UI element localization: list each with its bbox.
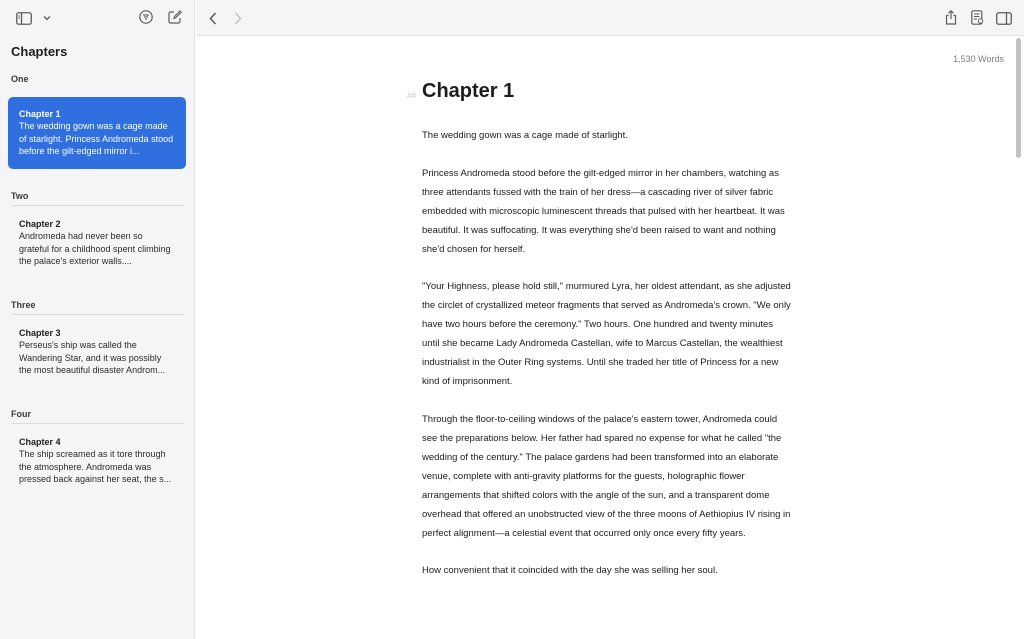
chapter-title: Chapter 3: [19, 328, 61, 338]
share-icon[interactable]: [942, 8, 960, 26]
section-divider: [11, 314, 184, 315]
paragraph[interactable]: How convenient that it coincided with the day she was selling her soul.: [422, 565, 718, 576]
chevron-down-icon[interactable]: [41, 11, 53, 25]
section-divider: [11, 423, 184, 424]
sidebar-title: Chapters: [11, 44, 68, 59]
paragraph[interactable]: "Your Highness, please hold still," murmured Lyra, her oldest attendant, as she adjusted the circlet of crystallized meteor fragments that served as Andromeda's crown. "We only have two hours before the ceremony." Two hours. One hundred and twenty minutes until she became Lady Andromeda Castellan, wife to Marcus Castellan, the wealthiest industrialist in the Outer Ring systems. Until she traded her title of Princess for a new kind of imprisonment.: [422, 281, 791, 387]
right-panel-icon[interactable]: [994, 9, 1014, 27]
chapter-snippet: The ship screamed as it tore through the atmosphere. Andromeda was pressed back against her seat, the s...: [19, 449, 172, 484]
section-label-one: One: [11, 74, 29, 84]
chapter-body[interactable]: [422, 126, 792, 599]
chapter-title: Chapter 4: [19, 437, 61, 447]
scrollbar[interactable]: [1015, 36, 1023, 639]
editor-pane[interactable]: [196, 36, 1024, 639]
section-label-two: Two: [11, 191, 29, 201]
chapter-heading[interactable]: Chapter 1: [422, 80, 515, 102]
compose-icon[interactable]: [166, 8, 184, 26]
chevron-right-icon[interactable]: [229, 9, 247, 27]
paragraph[interactable]: Through the floor-to-ceiling windows of the palace's eastern tower, Andromeda could see the preparations below. Her father had spared no expense for what he called "the wedding of the century." The palace gardens had been transformed into an elaborate venue, complete with anti-gravity platforms for the guests, holographic flower arrangements that shifted colors with the angle of the sun, and a transparent dome overhead that offered an unobstructed view of the three moons of Aethiopius IV rising in perfect alignment—a celestial event that occurred only once every fifty years.: [422, 413, 791, 539]
chapter-snippet: Andromeda had never been so grateful for a childhood spent climbing the palace's exterior walls....: [19, 231, 171, 266]
chapter-item-2[interactable]: [8, 207, 186, 279]
chapter-snippet: Perseus's ship was called the Wandering Star, and it was possibly the most beautiful disaster Androm...: [19, 340, 166, 375]
scrollbar-thumb[interactable]: [1016, 38, 1021, 158]
chapter-item-4[interactable]: [8, 425, 186, 497]
sidebar: [0, 0, 195, 639]
section-label-three: Three: [11, 300, 36, 310]
paragraph[interactable]: Princess Andromeda stood before the gilt-edged mirror in her chambers, watching as three attendants fussed with the train of her dress—a cascading river of silver fabric embedded with microscopic luminescent threads that pulsed with her heartbeat. It was beautiful. It was suffocating. It was everything she'd been raised to want and nothing she'd chosen for herself.: [422, 167, 785, 255]
section-divider: [11, 205, 184, 206]
chapter-title: Chapter 2: [19, 219, 61, 229]
paragraph[interactable]: The wedding gown was a cage made of starlight.: [422, 130, 628, 141]
chapter-item-1[interactable]: [8, 97, 186, 169]
section-label-four: Four: [11, 409, 31, 419]
sidebar-icon[interactable]: [14, 9, 34, 27]
chevron-left-icon[interactable]: [204, 9, 222, 27]
chapter-item-3[interactable]: [8, 316, 186, 388]
chapter-snippet: The wedding gown was a cage made of starlight. Princess Andromeda stood before the gilt-edged mirror i...: [19, 121, 174, 156]
chapter-title: Chapter 1: [19, 109, 61, 119]
main-toolbar: [196, 0, 1024, 36]
word-count: 1,530 Words: [953, 54, 1004, 64]
filter-icon[interactable]: [137, 8, 155, 26]
document-icon[interactable]: [968, 8, 986, 26]
sidebar-toolbar: [0, 0, 194, 36]
heading-marker: ##: [407, 91, 416, 100]
